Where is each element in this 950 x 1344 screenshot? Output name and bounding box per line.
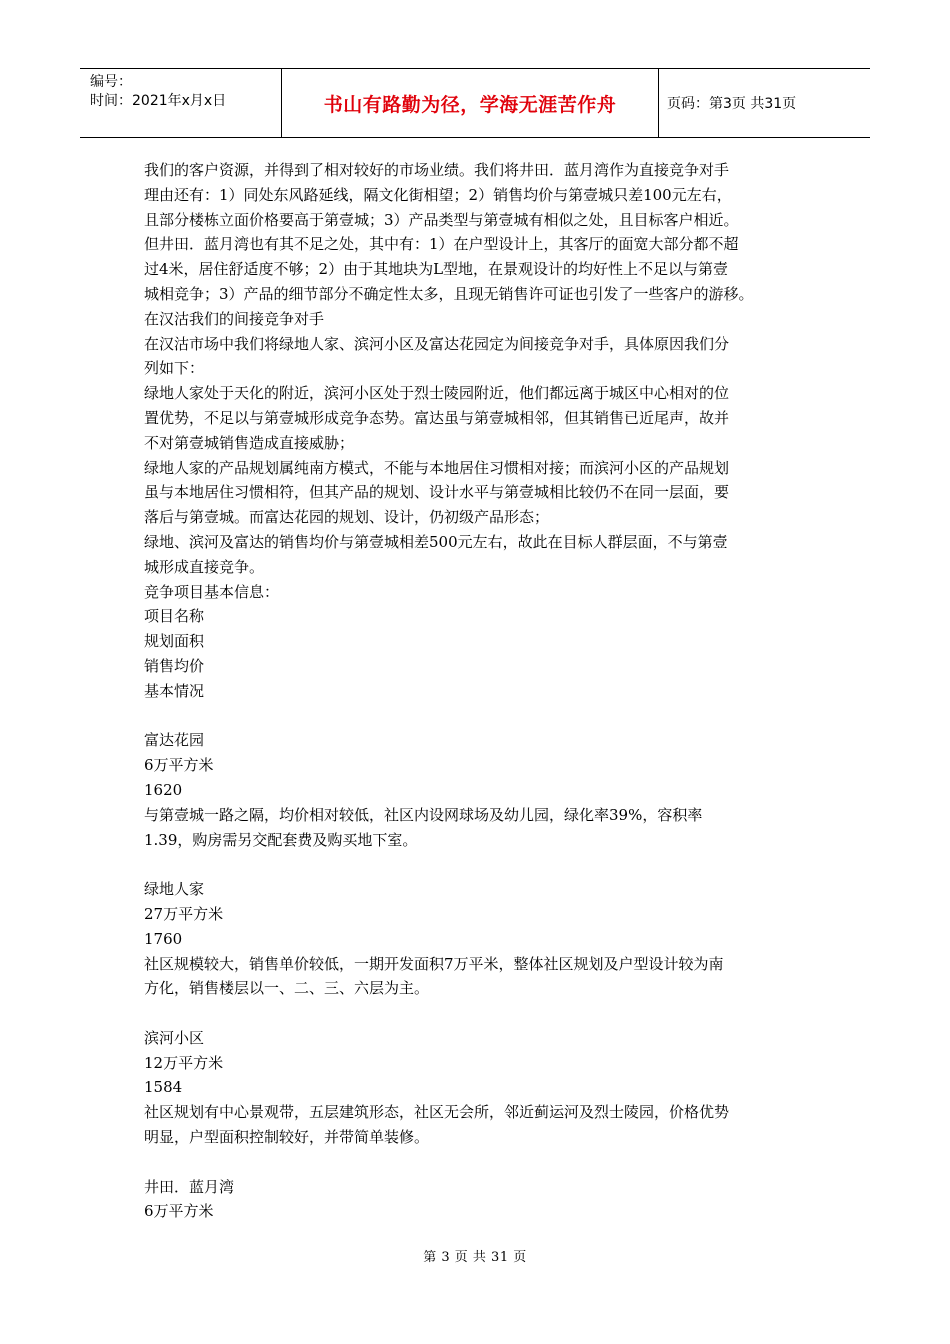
text-line: 项目名称 <box>144 607 205 626</box>
text-line: 销售均价 <box>144 656 205 675</box>
text-line: 绿地、滨河及富达的销售均价与第壹城相差500元左右，故此在目标人群层面，不与第壹 <box>144 532 728 551</box>
text-line: 社区规模较大，销售单价较低，一期开发面积7万平米，整体社区规划及户型设计较为南 <box>144 954 724 973</box>
text-line: 12万平方米 <box>144 1053 224 1072</box>
header-motto: 书山有路勤为径，学海无涯苦作舟 <box>282 69 659 137</box>
blank-line <box>144 704 814 729</box>
document-time-label: 时间：2021年x月x日 <box>90 93 227 109</box>
blank-line <box>144 852 814 877</box>
text-line: 虽与本地居住习惯相符，但其产品的规划、设计水平与第壹城相比较仍不在同一层面，要 <box>144 483 730 502</box>
text-line: 在汉沽市场中我们将绿地人家、滨河小区及富达花园定为间接竞争对手，具体原因我们分 <box>144 334 730 353</box>
text-line: 1620 <box>144 780 183 799</box>
text-line: 过4米，居住舒适度不够；2）由于其地块为L型地，在景观设计的均好性上不足以与第壹 <box>144 260 729 279</box>
text-line: 绿地人家的产品规划属纯南方模式，不能与本地居住习惯相对接；而滨河小区的产品规划 <box>144 458 730 477</box>
document-code-label: 编号： <box>90 74 132 90</box>
text-line: 绿地人家 <box>144 880 205 899</box>
text-line: 落后与第壹城。而富达花园的规划、设计，仍初级产品形态； <box>144 508 550 527</box>
text-line: 社区规划有中心景观带，五层建筑形态，社区无会所，邻近蓟运河及烈士陵园，价格优势 <box>144 1103 730 1122</box>
page-header <box>80 68 870 138</box>
text-line: 1584 <box>144 1078 183 1097</box>
text-line: 且部分楼栋立面价格要高于第壹城；3）产品类型与第壹城有相似之处，且目标客户相近。 <box>144 210 739 229</box>
blank-line <box>144 1150 814 1175</box>
text-line: 富达花园 <box>144 731 205 750</box>
text-line: 理由还有：1）同处东风路延线，隔文化街相望；2）销售均价与第壹城只差100元左右， <box>144 185 732 204</box>
header-page-info: 页码：第3页 共31页 <box>667 96 797 112</box>
text-line: 在汉沽我们的间接竞争对手 <box>144 309 325 328</box>
text-line: 明显，户型面积控制较好，并带简单装修。 <box>144 1128 430 1147</box>
blank-line <box>144 1001 814 1026</box>
text-line: 方化，销售楼层以一、二、三、六层为主。 <box>144 979 430 998</box>
text-line: 6万平方米 <box>144 1202 214 1221</box>
text-line: 城相竞争；3）产品的细节部分不确定性太多，且现无销售许可证也引发了一些客户的游移。 <box>144 284 754 303</box>
text-line: 与第壹城一路之隔，均价相对较低，社区内设网球场及幼儿园，绿化率39%，容积率 <box>144 805 703 824</box>
header-meta <box>80 69 282 137</box>
document-body <box>144 158 814 1224</box>
text-line: 置优势，不足以与第壹城形成竞争态势。富达虽与第壹城相邻，但其销售已近尾声，故并 <box>144 408 730 427</box>
text-line: 6万平方米 <box>144 756 214 775</box>
text-line: 规划面积 <box>144 632 205 651</box>
page-footer: 第 3 页 共 31 页 <box>423 1250 527 1265</box>
text-line: 但井田．蓝月湾也有其不足之处，其中有：1）在户型设计上，其客厅的面宽大部分都不超 <box>144 235 739 254</box>
text-line: 1.39，购房需另交配套费及购买地下室。 <box>144 830 418 849</box>
text-line: 不对第壹城销售造成直接威胁； <box>144 433 355 452</box>
text-line: 竞争项目基本信息： <box>144 582 280 601</box>
text-line: 1760 <box>144 929 183 948</box>
text-line: 基本情况 <box>144 681 205 700</box>
text-line: 27万平方米 <box>144 904 224 923</box>
text-line: 滨河小区 <box>144 1028 205 1047</box>
text-line: 绿地人家处于天化的附近，滨河小区处于烈士陵园附近，他们都远离于城区中心相对的位 <box>144 384 730 403</box>
text-line: 我们的客户资源，并得到了相对较好的市场业绩。我们将井田．蓝月湾作为直接竞争对手 <box>144 161 730 179</box>
text-line: 城形成直接竞争。 <box>144 557 265 576</box>
text-line: 井田．蓝月湾 <box>144 1177 235 1196</box>
text-line: 列如下： <box>144 359 205 378</box>
